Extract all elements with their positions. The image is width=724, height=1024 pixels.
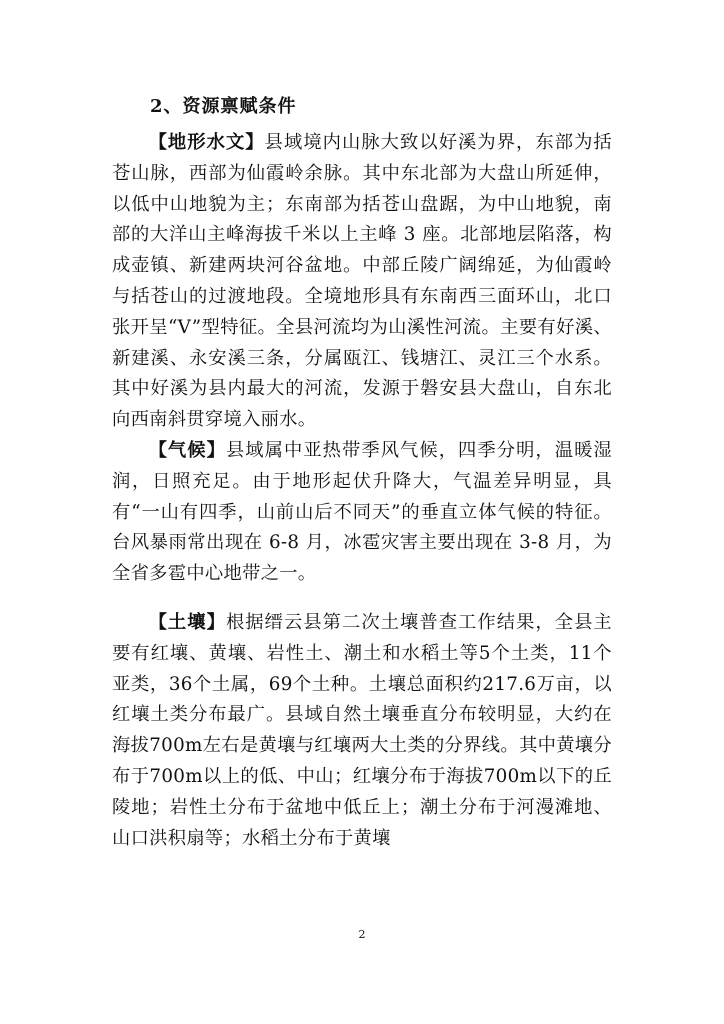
paragraph-text-soil: 根据缙云县第二次土壤普查工作结果，全县主要有红壤、黄壤、岩性土、潮土和水稻土等5个土类，11个亚类，36个土属，69个土种。土壤总面积约217.6万亩，以红壤土类分布最广。县域自然土壤垂直分布较明显，大约在海拔700m左右是黄壤与红壤两大土类的分界线。其中黄壤分布于700m以上的低、中山；红壤分布于海拔700m以下的丘陵地；岩性土分布于盆地中低丘上；潮土分布于河漫滩地、山口洪积扇等；水稻土分布于黄壤 [112, 611, 613, 849]
paragraph-label-soil: 【土壤】 [148, 611, 226, 633]
paragraph-text-climate: 县域属中亚热带季风气候，四季分明，温暖湿润，日照充足。由于地形起伏升降大，气温差异明显，具有“一山有四季，山前山后不同天”的垂直立体气候的特征。台风暴雨常出现在 6-8 月，冰雹灾害主要出现在 3-8 月，为全省多雹中心地带之一。 [112, 439, 613, 585]
paragraph-text-terrain: 县域境内山脉大致以好溪为界，东部为括苍山脉，西部为仙霞岭余脉。其中东北部为大盘山所延伸，以低中山地貌为主；东南部为括苍山盘踞，为中山地貌，南部的大洋山主峰海拔千米以上主峰 3 座。北部地层陷落，构成壶镇、新建两块河谷盆地。中部丘陵广阔绵延，为仙霞岭与括苍山的过渡地段。全境地形具有东南西三面环山，北口张开呈“V”型特征。全县河流均为山溪性河流。主要有好溪、新建溪、永安溪三条，分属瓯江、钱塘江、灵江三个水系。其中好溪为县内最大的河流，发源于磐安县大盘山，自东北向西南斜贯穿境入丽水。 [112, 132, 612, 431]
section-heading: 2、资源禀赋条件 [150, 96, 297, 117]
paragraph-label-climate: 【气候】 [148, 439, 226, 461]
paragraph-climate [112, 436, 612, 590]
body-text [112, 128, 612, 854]
paragraph-label-terrain: 【地形水文】 [148, 132, 265, 153]
paragraph-soil [112, 608, 612, 854]
paragraph-terrain-hydrology [112, 128, 612, 436]
page-number: 2 [358, 928, 366, 941]
